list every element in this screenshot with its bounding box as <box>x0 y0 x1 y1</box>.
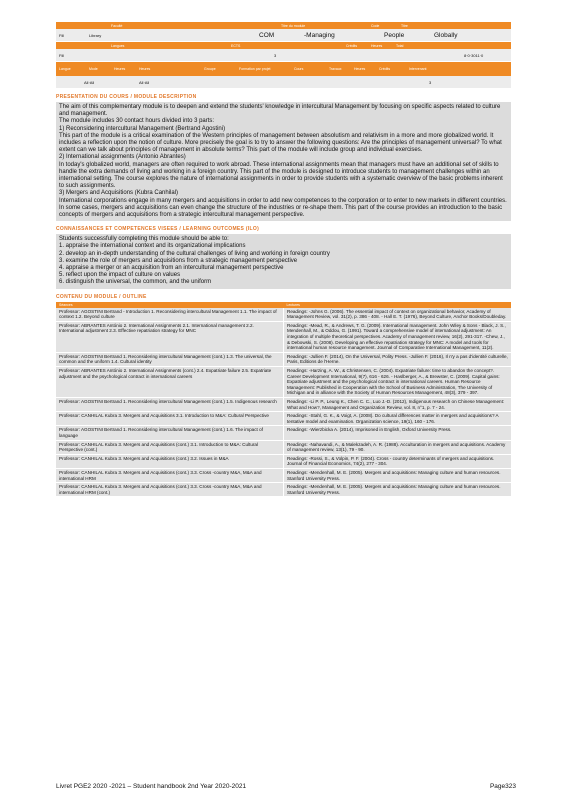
header-cell: Heures <box>354 67 366 71</box>
header-band-3 <box>56 62 511 76</box>
outcomes-text <box>56 234 511 288</box>
readings-cell: Readings: -Harzing, A. W., & Christensen, C. (2004). Expatriate failure: time to abandon the concept?. Career Development International, 9(7), 616 - 626. - Haslberger, A., & Brewster, C. (2009). Capital gains: Expatriate adjustment and the psychological contract in international careers. Human Resource Management: Published in Cooperation with the School of Business Administration, The University of Michigan and in alliance with the Society of Human Resources Management, 48(3), 379 - 397. <box>284 367 511 397</box>
session-cell: Professor: ABRANTES António 2. International Assignments (cont.) 2.4. Expatriate failure 2.5. Expatriate adjustment and the psychological contract in international careers <box>56 367 284 397</box>
header-cell: Groupe <box>204 67 216 71</box>
header-cell: Cours <box>294 67 304 71</box>
header-cell: Mode <box>89 67 98 71</box>
header-cell: Heures <box>114 67 126 71</box>
outcome-item: 6. distinguish the universal, the common, and the uniform <box>59 279 212 286</box>
outcome-item: 4. appraise a merger or an acquisition from an intercultural management perspective <box>59 265 284 272</box>
module-page <box>56 22 511 497</box>
table-row <box>56 367 511 398</box>
presentation-title: PRESENTATION DU COURS / MODULE DESCRIPTION <box>56 94 197 100</box>
header-value: 3 <box>274 52 277 58</box>
page-footer <box>56 783 516 790</box>
readings-cell: Readings: -Stahl, G. K., & Voigt, A. (2008). Do cultural differences matter in mergers and acquisitions? A tentative model and examination. Organization science, 19(1), 160 - 176. <box>284 412 511 425</box>
header-cell: Travaux <box>329 67 342 71</box>
presentation-text <box>56 102 511 221</box>
session-cell: Professor: CANHILAL Kubra 3. Mergers and Acquisitions (cont.) 3.2. Issues in M&A <box>56 455 284 468</box>
header-cell: Langue <box>59 67 71 71</box>
outcomes-intro: Students successfully completing this module should be able to: <box>59 236 229 243</box>
table-row <box>56 469 511 483</box>
outcomes-title: CONNAISSANCES ET COMPETENCES VISEES / LEARNING OUTCOMES (ILO) <box>56 226 260 233</box>
header-cell: Intervenant <box>409 67 427 71</box>
paragraph: The module includes 30 contact hours divided into 3 parts: <box>59 118 215 125</box>
readings-cell: Readings: -Mendenhall, M. E. (2005). Mergers and acquisitions: Managing culture and human resources. Stanford University Press. <box>284 469 511 482</box>
readings-cell: Readings: -Mendenhall, M. E. (2005). Mergers and acquisitions: Managing culture and human resources. Stanford University Press. <box>284 483 511 496</box>
page-number: Page323 <box>489 783 516 790</box>
readings-cell: Readings: -Mead, R., & Andrews, T. G. (2009). International management. John Wiley & Sons - Black, J. S., Mendenhall, M., & Oddou, G. (1991). Toward a comprehensive model of international adjustment: An integration of multiple theoretical perspectives. Academy of management review, 16(2), 291-317. -Chew, J., & Debowski, S. (2008). Developing an effective repatriation strategy for MNC: A model and tools for international human resource management. Journal of Comparative International Management, 11(2). <box>284 322 511 352</box>
header-value: All·All <box>139 79 150 85</box>
header-value: 3 <box>429 79 432 85</box>
header-cell: Total <box>396 43 404 48</box>
header-value: Library <box>89 32 102 38</box>
table-row <box>56 441 511 455</box>
table-row <box>56 308 511 322</box>
readings-cell: Readings: -Li P. P., Leung K., Chen C. C., Luo J.-D. (2012), Indigenous research on Chinese Management: What and How?, Management and Organization Review, vol. 8, n°1, p. 7 - 24. <box>284 398 511 411</box>
table-row <box>56 322 511 353</box>
session-cell: Professor: AGOSTINI Bertrand 1. Reconsidering intercultural Management (cont.) 1.6. The impact of language <box>56 426 284 439</box>
session-cell: Professor: CANHILAL Kubra 3. Mergers and Acquisitions (cont.) 3.3. Cross -country M&A, M&A and international HRM <box>56 469 284 482</box>
table-row <box>56 412 511 426</box>
paragraph: This part of the module is a critical examination of the Western principles of management between absolutism and relativism in a more and more globalized world. It includes a reflection upon the notion of culture. More precisely the goal is to try to answer the following questions: Are the principles of management universal? To what extent can we talk about principles of management in absolute terms? This part of the module will include group and individual exercises. <box>59 132 502 154</box>
header-cell: Code <box>371 23 380 28</box>
column-header: Séances <box>59 302 73 307</box>
paragraph: 1) Reconsidering intercultural Management (Bertrand Agostini) <box>59 125 226 132</box>
header-cell: Titre du module <box>281 23 306 28</box>
footer-text: Livret PGE2 2020 -2021 – Student handbook 2nd Year 2020-2021 <box>56 783 247 790</box>
header-value: 8·0·3011·0 <box>464 52 484 58</box>
table-row <box>56 426 511 440</box>
table-row <box>56 398 511 412</box>
header-value: Fill <box>59 32 65 38</box>
header-value: All·All <box>84 79 95 85</box>
module-code: COM <box>259 31 275 39</box>
table-row <box>56 483 511 497</box>
readings-cell: Readings: -Jullien F. (2014), On the Universal, Polity Press. -Jullien F. (2016), Il n'y a pas d'identité culturelle, Paris, Editions de l'Herne. <box>284 353 511 366</box>
outcome-item: 5. reflect upon the impact of culture on values <box>59 272 181 279</box>
content-title: CONTENU DU MODULE / OUTLINE <box>56 293 147 300</box>
header-row-2 <box>56 49 511 62</box>
outcome-item: 1. appraise the international context and its organizational implications <box>59 243 246 250</box>
module-title-word: Globally <box>434 31 458 39</box>
session-cell: Professor: AGOSTINI Bertrand 1. Reconsidering intercultural Management (cont.) 1.5. Indigenous research <box>56 398 284 411</box>
table-row <box>56 455 511 469</box>
column-header: Lectures <box>286 302 300 307</box>
paragraph: The aim of this complementary module is to deepen and extend the students' knowledge in intercultural Management by focusing on specific aspects related to culture and management. <box>59 104 501 118</box>
session-cell: Professor: CANHILAL Kubra 3. Mergers and Acquisitions (cont.) 3.1. Introduction to M&A: Cultural Perspective (cont.) <box>56 441 284 454</box>
module-title-word: -Managing <box>304 31 335 39</box>
session-cell: Professor: AGOSTINI Bertrand - Introduction 1. Reconsidering intercultural Management 1.1. The impact of context 1.2. Beyond culture <box>56 308 284 321</box>
paragraph: 2) International assignments (Antonio Abrantes) <box>59 154 186 161</box>
session-cell: Professor: CANHILAL Kubra 3. Mergers and Acquisitions (cont.) 3.3. Cross -country M&A, M&A and international HRM (cont.) <box>56 483 284 496</box>
header-cell: Crédits <box>379 67 391 71</box>
header-cell: Titre <box>401 23 408 28</box>
paragraph: In today's globalized world, managers are often required to work abroad. These international assignments mean that managers must have an additional set of skills to handle the extra demands of living and working in a foreign country. This part of the module is designed to introduce students to management challenges within an international setting. The course explores the nature of international assignments in order to provide students with a systematic overview of the basic problems inherent to such assignments. <box>59 161 503 190</box>
readings-cell: Readings: -Johns G. (2006). The essential impact of context on organizational behavior, Academy of Management Review, vol. 31(2), p. 386 - 408. - Hall E. T. (1976), Beyond Culture, Anchor Books/Doubleday. <box>284 308 511 321</box>
paragraph: 3) Mergers and Acquisitions (Kubra Canhilal) <box>59 190 179 197</box>
header-cell: Langues <box>111 43 125 48</box>
header-row-1 <box>56 29 511 42</box>
outcome-item: 2. develop an in-depth understanding of the cultural challenges of living and working in foreign country <box>59 250 330 257</box>
module-title-word: People <box>384 31 405 39</box>
session-cell: Professor: CANHILAL Kubra 3. Mergers and Acquisitions 3.1. Introduction to M&A: Cultural Perspective <box>56 412 284 425</box>
table-row <box>56 353 511 367</box>
outcome-item: 3. examine the role of mergers and acquisitions from a strategic management perspective <box>59 257 298 264</box>
header-band-1 <box>56 22 511 29</box>
paragraph: International corporations engage in many mergers and acquisitions in order to add new competences to the corporation or to enter to new markets in different countries. In some cases, mergers and acquisitions can even change the structure of the industries or re-shape them. This part of the course provides an introduction to the basic concepts of mergers and acquisitions from a strategic intercultural management perspective. <box>59 197 507 219</box>
header-cell: Heures <box>371 43 383 48</box>
session-cell: Professor: AGOSTINI Bertrand 1. Reconsidering intercultural Management (cont.) 1.3. The universal, the common and the uniform 1.4. Cultural identity <box>56 353 284 366</box>
header-cell: ECTS <box>231 43 241 48</box>
header-cell: Crédits <box>346 43 358 48</box>
header-cell: Faculté <box>111 23 123 28</box>
header-cell: Heures <box>139 67 151 71</box>
readings-cell: Readings: -Nahavandi, A., & Malekzadeh, A. R. (1988). Acculturation in mergers and acquisitions. Academy of management review, 13(1), 79 - 90. <box>284 441 511 454</box>
header-cell: Formation par projet <box>239 67 271 71</box>
header-value: Fill <box>59 52 65 58</box>
content-table <box>56 308 511 498</box>
session-cell: Professor: ABRANTES António 2. International Assignments 2.1. International management 2.2. International adjustment 2.3. Effective repatriation strategy for MNC <box>56 322 284 352</box>
header-band-2 <box>56 42 511 49</box>
readings-cell: Readings: -Rossi, S., & Volpin, P. F. (2004). Cross - country determinants of mergers and acquisitions. Journal of Financial Economics, 74(2), 277 - 304. <box>284 455 511 468</box>
header-row-3 <box>56 76 511 89</box>
readings-cell: Readings: -Wierzbicka A. (2014), Imprisoned in English, Oxford University Press. <box>284 426 511 439</box>
